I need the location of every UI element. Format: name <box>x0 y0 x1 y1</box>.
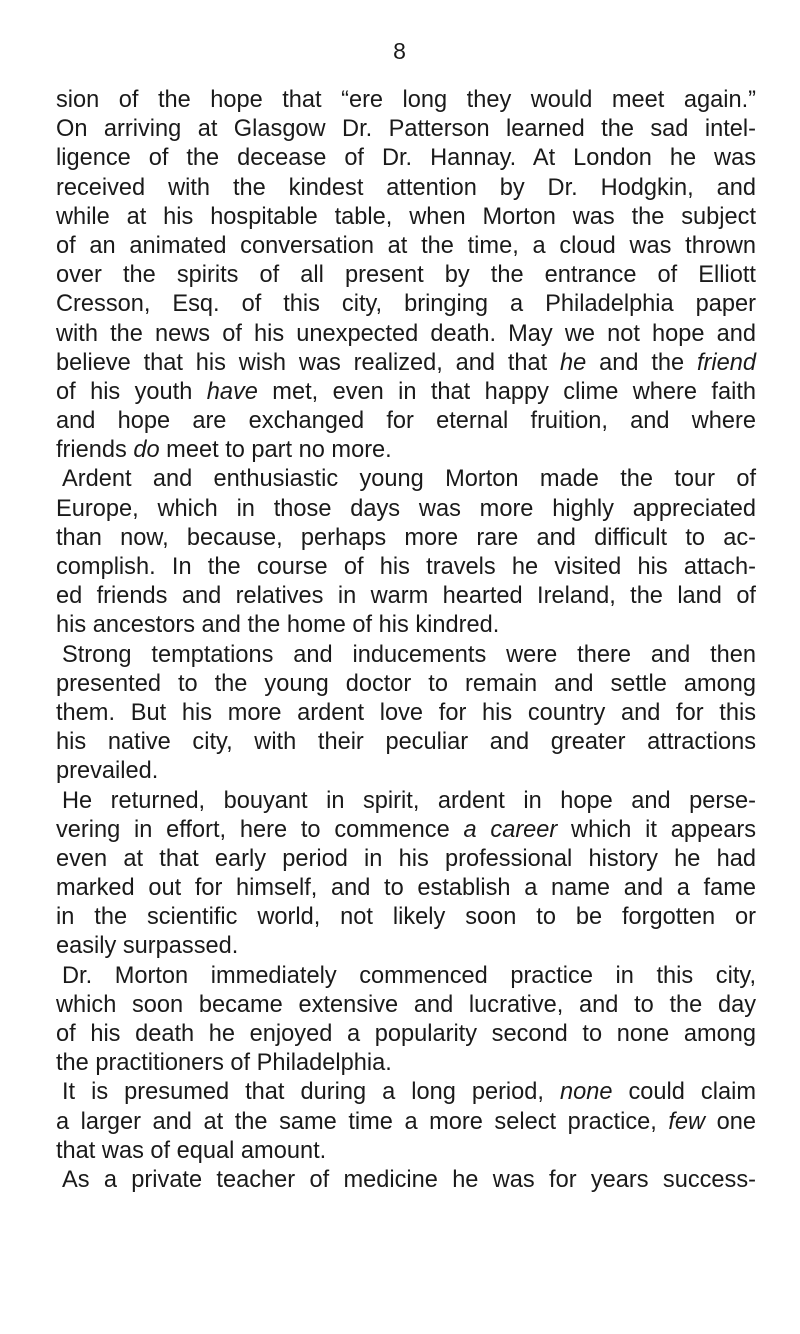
text-line: of his death he enjoyed a popularity second to none among <box>56 1021 756 1047</box>
italic-text: friend <box>696 349 756 376</box>
text-line: than now, because, perhaps more rare and difficult to ac- <box>56 524 756 551</box>
text-line: vering in effort, here to commence a career which it appears <box>56 816 757 843</box>
text-line: marked out for himself, and to establish a name and a fame <box>56 875 756 902</box>
paragraph <box>56 962 756 1079</box>
paragraph <box>56 1078 756 1166</box>
paragraph <box>56 465 756 640</box>
text-line: while at his hospitable table, when Morton was the subject <box>56 203 756 230</box>
text-line: easily surpassed. <box>56 933 239 960</box>
text-line: and hope are exchanged for eternal fruition, and where <box>56 408 756 435</box>
text-line: He returned, bouyant in spirit, ardent in hope and perse- <box>62 787 756 814</box>
text-line: Strong temptations and inducements were there and then <box>62 641 756 668</box>
italic-text: he <box>560 349 587 376</box>
text-line: As a private teacher of medicine he was for years success- <box>62 1166 756 1193</box>
text-line: ed friends and relatives in warm hearted Ireland, the land of <box>56 583 756 610</box>
text-line: friends do meet to part no more. <box>56 437 392 464</box>
text-line: On arriving at Glasgow Dr. Patterson learned the sad intel- <box>56 116 756 143</box>
text-line: sion of the hope that “ere long they would meet again.” <box>56 87 756 113</box>
text-line: with the news of his unexpected death. May we not hope and <box>56 320 756 347</box>
text-line: prevailed. <box>56 758 159 785</box>
italic-text: have <box>206 378 258 405</box>
text-line: ligence of the decease of Dr. Hannay. At London he was <box>56 145 756 172</box>
paragraph <box>56 86 756 465</box>
text-line: even at that early period in his professional history he had <box>56 845 756 872</box>
text-line: presented to the young doctor to remain and settle among <box>56 670 756 697</box>
text-line: received with the kindest attention by Dr. Hodgkin, and <box>56 174 756 201</box>
text-line: Ardent and enthusiastic young Morton made the tour of <box>62 466 756 493</box>
text-line: in the scientific world, not likely soon to be forgotten or <box>56 904 756 931</box>
text-line: which soon became extensive and lucrative, and to the day <box>56 991 756 1018</box>
paragraph <box>56 641 756 787</box>
paragraph <box>56 1166 756 1195</box>
text-line: complish. In the course of his travels he visited his attach- <box>56 554 756 580</box>
text-line: the practitioners of Philadelphia. <box>56 1050 392 1077</box>
text-line: a larger and at the same time a more select practice, few one <box>56 1108 756 1135</box>
text-line: over the spirits of all present by the entrance of Elliott <box>56 262 756 289</box>
text-line: of his youth have met, even in that happy clime where faith <box>56 378 756 405</box>
text-line: Dr. Morton immediately commenced practice in this city, <box>62 962 756 989</box>
text-line: them. But his more ardent love for his country and for this <box>56 699 756 726</box>
text-line: It is presumed that during a long period, none could claim <box>62 1079 756 1106</box>
body-text <box>56 86 756 1195</box>
italic-text: a career <box>463 816 558 843</box>
italic-text: none <box>560 1079 613 1106</box>
text-line: believe that his wish was realized, and that he and the friend <box>56 349 756 376</box>
text-line: his native city, with their peculiar and greater attractions <box>56 729 756 756</box>
page-number: 8 <box>393 38 407 64</box>
text-line: Europe, which in those days was more highly appreciated <box>56 495 756 522</box>
text-line: Cresson, Esq. of this city, bringing a Philadelphia paper <box>56 291 756 318</box>
italic-text: few <box>668 1108 706 1135</box>
paragraph <box>56 787 756 962</box>
italic-text: do <box>133 437 160 464</box>
text-line: of an animated conversation at the time, a cloud was thrown <box>56 232 756 259</box>
text-line: that was of equal amount. <box>56 1137 327 1164</box>
text-line: his ancestors and the home of his kindred. <box>56 612 500 639</box>
